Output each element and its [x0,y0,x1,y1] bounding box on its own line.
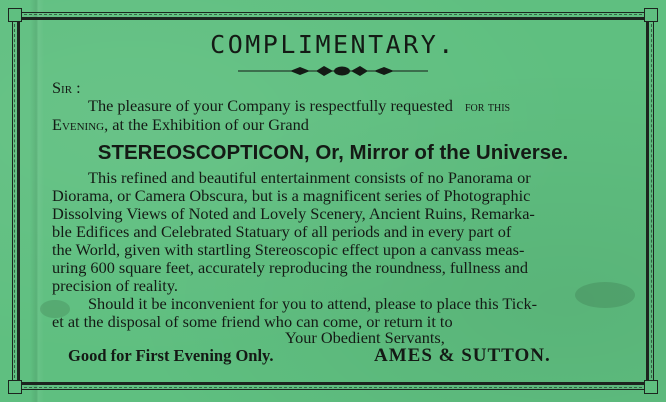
invitation-tail: for this [464,100,511,115]
divider-ornament [238,64,428,78]
invitation-line-1 [88,98,510,115]
body-line: ble Edifices and Celebrated Statuary of all periods and in every part of [52,222,512,241]
feature-heading: STEREOSCOPTICON, Or, Mirror of the Universe. [97,141,569,164]
invitation-line-2 [52,117,309,133]
invitation-text: The pleasure of your Company is respectfully requested [88,96,453,115]
ticket-title: COMPLIMENTARY. [210,30,456,59]
body-line: uring 600 square feet, accurately reproducing the roundness, fullness and [52,258,529,277]
invitation-rest: , at the Exhibition of our Grand [104,115,309,134]
corner-ornament [644,380,658,394]
salutation: Sir : [52,78,81,97]
body-line: This refined and beautiful entertainment consists of no Panorama or [88,168,531,187]
evening-word: Evening [52,115,105,134]
issuer-signature: AMES & SUTTON. [374,345,551,366]
validity-note: Good for First Evening Only. [68,346,274,365]
body-line: Dissolving Views of Noted and Lovely Scenery, Ancient Ruins, Remarka- [52,204,535,223]
corner-ornament [8,8,22,22]
closing-line: Your Obedient Servants, [285,328,445,347]
corner-ornament [644,8,658,22]
body-line: precision of reality. [52,276,178,295]
body-line: the World, given with startling Stereoscopic effect upon a canvass meas- [52,240,525,259]
body-line: et at the disposal of some friend who can come, or return it to [52,312,453,331]
corner-ornament [8,380,22,394]
body-line: Diorama, or Camera Obscura, but is a magnificent series of Photographic [52,186,531,205]
body-line: Should it be inconvenient for you to attend, please to place this Tick- [88,294,538,313]
